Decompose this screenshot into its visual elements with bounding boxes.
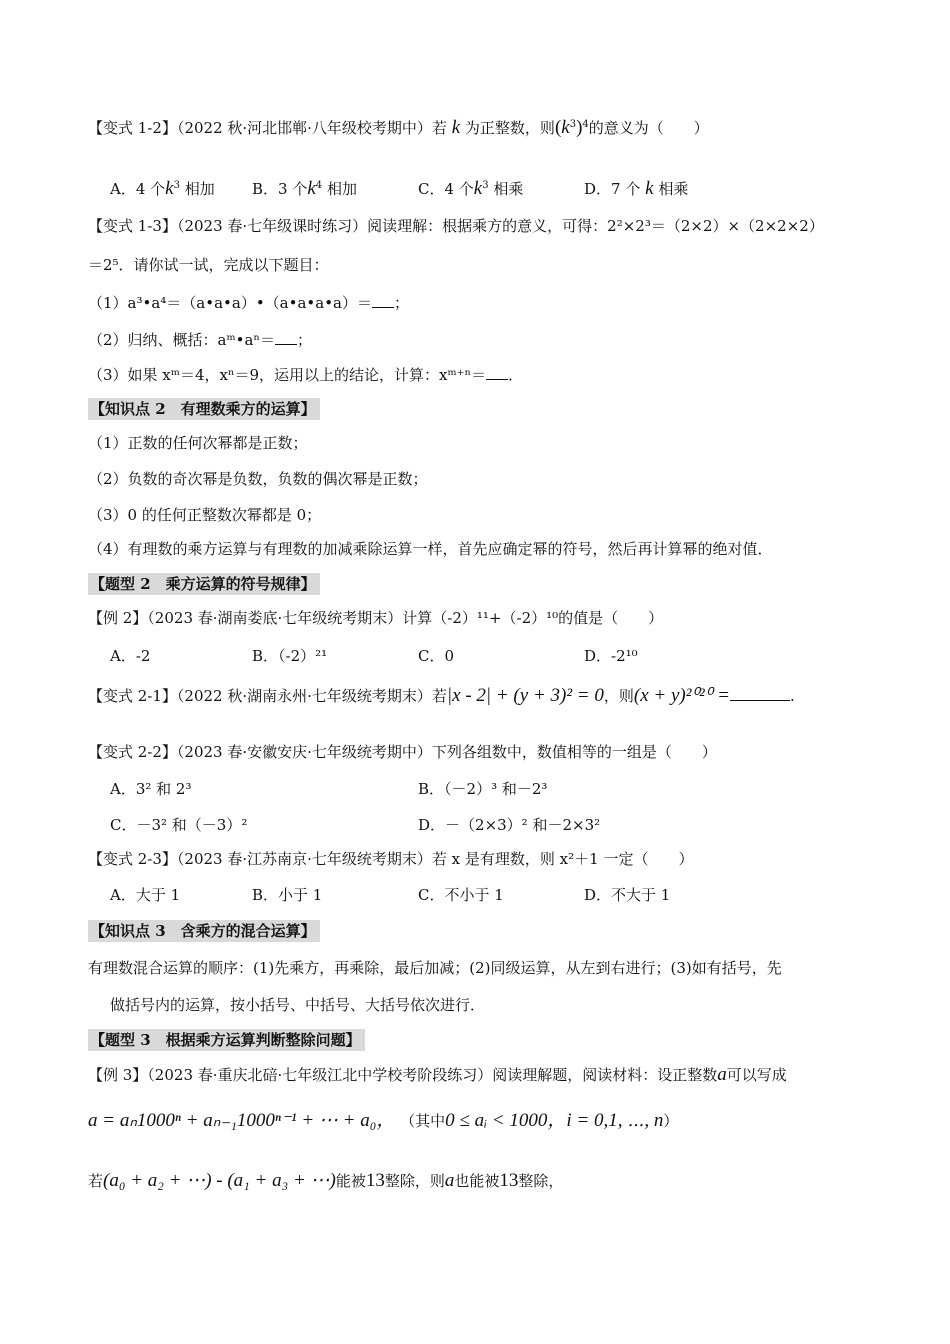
variant-2-2-question: 【变式 2-2】（2023 春·安徽安庆·七年级统考期中）下列各组数中，数值相等的一组是（ ） <box>88 743 717 761</box>
variant-1-2-option-a[interactable]: A．4 个$k^3$ 相加 <box>110 178 215 199</box>
answer-blank[interactable] <box>730 688 790 701</box>
knowledge-point-3-heading: 【知识点 3 含乘方的混合运算】 <box>88 920 320 942</box>
question-type-3-heading: 【题型 3 根据乘方运算判断整除问题】 <box>88 1029 365 1051</box>
variant-2-3-option-a[interactable]: A．大于 1 <box>110 886 181 904</box>
example-3-formula: a = aₙ1000ⁿ + aₙ₋₁1000ⁿ⁻¹ + ⋯ + a₀， （其中0 ≤ aᵢ < 1000，i = 0,1, ⋯, n） <box>88 1110 679 1131</box>
knowledge-point-3-line2: 做括号内的运算，按小括号、中括号、大括号依次进行． <box>110 996 486 1014</box>
variant-2-2-option-a[interactable]: A．3² 和 2³ <box>110 780 192 798</box>
variant-2-1-question: 【变式 2-1】（2022 秋·湖南永州·七年级统考期末）若|x - 2| + (y + 3)² = 0，则(x + y)²⁰²⁰ = . <box>88 685 795 706</box>
answer-blank[interactable] <box>486 365 508 380</box>
variant-1-2-option-b[interactable]: B．3 个$k^4$ 相加 <box>252 178 357 199</box>
answer-blank[interactable] <box>275 330 297 345</box>
variant-1-3-question: 【变式 1-3】（2023 春·七年级课时练习）阅读理解：根据乘方的意义，可得：2²×2³＝（2×2）×（2×2×2） <box>88 217 824 235</box>
variant-1-2-question: 【变式 1-2】（2022 秋·河北邯郸·八年级校考期中）若 k 为正整数，则$(k^3)^4$的意义为（ ） <box>88 117 709 138</box>
example-2-option-d[interactable]: D．-2¹⁰ <box>584 647 638 665</box>
variant-2-3-option-c[interactable]: C．不小于 1 <box>418 886 504 904</box>
variant-2-3-option-b[interactable]: B．小于 1 <box>252 886 323 904</box>
question-type-2-heading: 【题型 2 乘方运算的符号规律】 <box>88 573 320 595</box>
variant-2-2-option-c[interactable]: C．－3² 和（－3）² <box>110 816 248 834</box>
example-2-option-a[interactable]: A．-2 <box>110 647 151 665</box>
answer-blank[interactable] <box>372 293 394 308</box>
variant-1-2-option-c[interactable]: C．4 个$k^3$ 相乘 <box>418 178 524 199</box>
knowledge-point-3-line1: 有理数混合运算的顺序：(1)先乘方，再乘除，最后加减；(2)同级运算，从左到右进行；(3)如有括号，先 <box>88 959 782 977</box>
knowledge-point-2-item: （4）有理数的乘方运算与有理数的加减乘除运算一样，首先应确定幂的符号，然后再计算幂的绝对值． <box>88 540 773 558</box>
example-2-option-b[interactable]: B．（-2）²¹ <box>252 647 328 665</box>
variant-2-3-option-d[interactable]: D．不大于 1 <box>584 886 671 904</box>
example-3-condition: 若(a₀ + a₂ + ⋯) - (a₁ + a₃ + ⋯)能被13整除，则a也能被13整除， <box>88 1170 564 1191</box>
equation: |x - 2| + (y + 3)² = 0 <box>446 685 604 706</box>
variant-2-2-option-d[interactable]: D．－（2×3）² 和－2×3² <box>418 816 601 834</box>
expression: (x + y)²⁰²⁰ = <box>633 685 730 706</box>
variant-1-3-q2: （2）归纳、概括：aᵐ•aⁿ＝ ； <box>88 331 312 349</box>
knowledge-point-2-item: （3）0 的任何正整数次幂都是 0； <box>88 506 322 524</box>
knowledge-point-2-item: （1）正数的任何次幂都是正数； <box>88 434 308 452</box>
variant-2-3-question: 【变式 2-3】（2023 春·江苏南京·七年级统考期末）若 x 是有理数，则 x²＋1 一定（ ） <box>88 850 694 868</box>
variant-1-3-q1: （1）a³•a⁴＝（a•a•a）•（a•a•a•a）＝ ； <box>88 294 410 312</box>
example-2-question: 【例 2】（2023 春·湖南娄底·七年级统考期末）计算（-2）¹¹+（-2）¹⁰的值是（ ） <box>88 609 664 627</box>
example-2-option-c[interactable]: C．0 <box>418 647 455 665</box>
example-3-question: 【例 3】（2023 春·重庆北碚·七年级江北中学校考阶段练习）阅读理解题，阅读材料：设正整数a可以写成 <box>88 1064 787 1085</box>
knowledge-point-2-heading: 【知识点 2 有理数乘方的运算】 <box>88 398 320 420</box>
knowledge-point-2-item: （2）负数的奇次幂是负数，负数的偶次幂是正数； <box>88 470 428 488</box>
variant-1-3-q3: （3）如果 xᵐ＝4，xⁿ＝9，运用以上的结论，计算：xᵐ⁺ⁿ＝ ． <box>88 366 524 384</box>
variant-2-2-option-b[interactable]: B．（－2）³ 和－2³ <box>418 780 548 798</box>
variant-1-2-option-d[interactable]: D．7 个 k 相乘 <box>584 178 689 199</box>
variant-1-3-line2: ＝2⁵．请你试一试，完成以下题目： <box>88 256 329 274</box>
